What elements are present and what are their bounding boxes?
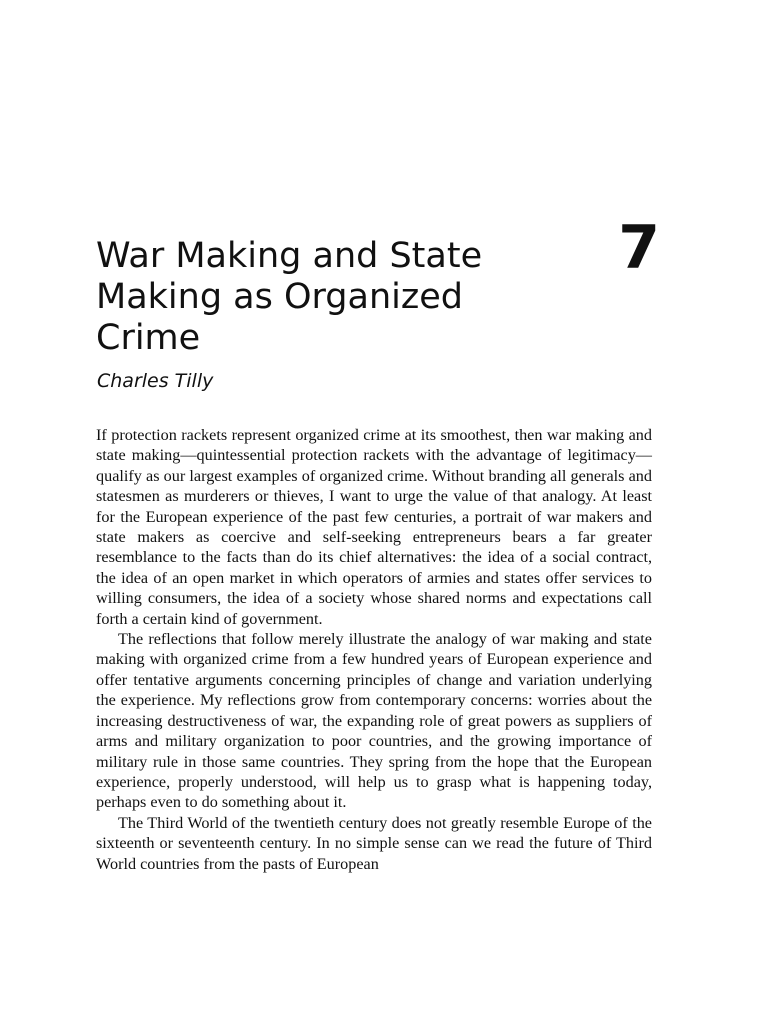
chapter-number: 7 [618,213,660,283]
body-text [96,425,652,874]
paragraph-3: The Third World of the twentieth century does not greatly resemble Europe of the sixteenth or seventeenth century. In no simple sense can we read the future of Third World countries from the pasts of European [96,813,652,873]
chapter-title: War Making and State Making as Organized Crime [96,236,483,358]
paragraph-2: The reflections that follow merely illustrate the analogy of war making and state making with organized crime from a few hundred years of European experience and offer tentative arguments concerning principles of change and variation underlying the experience. My reflections grow from contemporary concerns: worries about the increasing destructiveness of war, the expanding role of great powers as suppliers of arms and military organization to poor countries, and the growing importance of military rule in those same countries. They spring from the hope that the European experience, properly understood, will help us to grasp what is happening today, perhaps even to do something about it. [96,630,652,812]
paragraph-1: If protection rackets represent organized crime at its smoothest, then war making and state making—quintessential protection rackets with the advantage of legitimacy—qualify as our largest examples of organized crime. Without branding all generals and statesmen as murderers or thieves, I want to urge the value of that analogy. At least for the European experience of the past few centuries, a portrait of war makers and state makers as coercive and self-seeking entrepreneurs bears a far greater resemblance to the facts than do its chief alternatives: the idea of a social contract, the idea of an open market in which operators of armies and states offer services to willing consumers, the idea of a society whose shared norms and expectations call forth a certain kind of government. [96,426,652,628]
author-name: Charles Tilly [97,370,214,392]
